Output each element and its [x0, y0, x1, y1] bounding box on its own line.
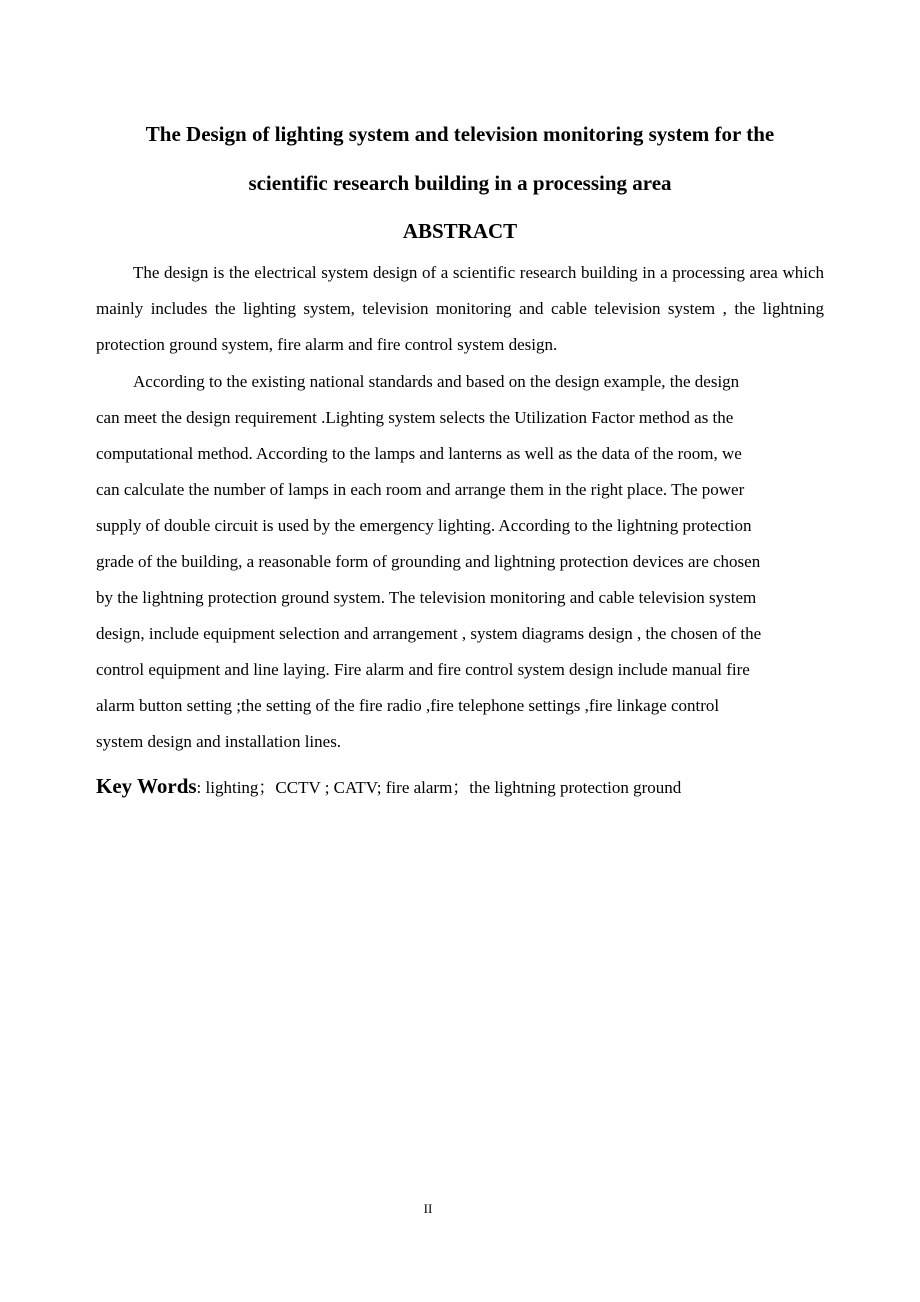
paragraph-2-line: control equipment and line laying. Fire alarm and fire control system design include manual fire [96, 660, 750, 679]
abstract-paragraph-2 [96, 364, 824, 760]
paragraph-2-line: supply of double circuit is used by the emergency lighting. According to the lightning protection [96, 516, 752, 535]
abstract-heading: ABSTRACT [402, 219, 518, 243]
keywords-label: Key Words [96, 774, 197, 798]
keywords-text: : lighting；CCTV ; CATV; fire alarm；the lightning protection ground [196, 778, 682, 797]
paragraph-2-line: computational method. According to the lamps and lanterns as well as the data of the room, we [96, 444, 742, 463]
paragraph-2-line: According to the existing national standards and based on the design example, the design [133, 372, 740, 391]
title-line-2: scientific research building in a processing area [248, 171, 672, 195]
paragraph-2-line: can meet the design requirement .Lighting system selects the Utilization Factor method as the [96, 408, 734, 427]
paragraph-2-line: by the lightning protection ground system. The television monitoring and cable television system [96, 588, 757, 607]
paragraph-2-line: can calculate the number of lamps in each room and arrange them in the right place. The power [96, 480, 745, 499]
paragraph-2-line: design, include equipment selection and arrangement , system diagrams design , the chosen of the [96, 624, 762, 643]
paragraph-2-line: grade of the building, a reasonable form of grounding and lightning protection devices are chosen [96, 552, 761, 571]
abstract-paragraph-1: The design is the electrical system design of a scientific research building in a processing area which mainly includes the lighting system, television monitoring and cable television system , the lightning protection ground system, fire alarm and fire control system design. [96, 263, 824, 354]
title-line-1: The Design of lighting system and television monitoring system for the [145, 122, 775, 146]
paragraph-2-line: alarm button setting ;the setting of the fire radio ,fire telephone settings ,fire linkage control [96, 696, 720, 715]
keywords [96, 771, 856, 803]
paragraph-2-line: system design and installation lines. [96, 732, 342, 751]
page-number: II [423, 1201, 433, 1216]
